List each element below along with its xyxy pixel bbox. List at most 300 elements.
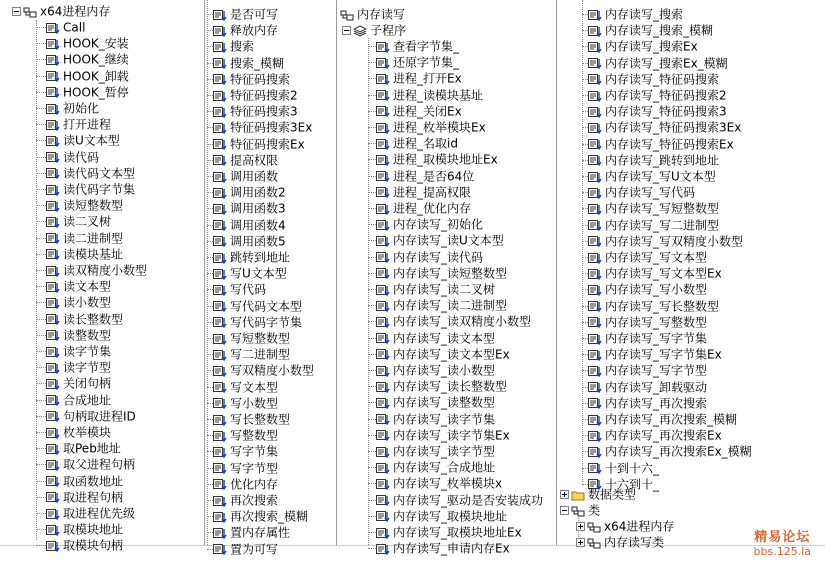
tree-item[interactable] (46, 230, 123, 246)
tree-item-label: 内存读写_写长整数型 (605, 299, 720, 314)
tree-guide-line (368, 159, 376, 161)
tree-item[interactable] (376, 394, 495, 410)
tree-node-class[interactable] (576, 534, 664, 550)
subroutine-icon (46, 313, 60, 325)
tree-item[interactable] (213, 427, 278, 443)
subroutine-icon (588, 73, 602, 85)
tree-item-label: 内存读写_跳转到地址 (605, 153, 720, 168)
tree-item[interactable] (376, 524, 522, 540)
tree-item[interactable] (213, 411, 290, 427)
tree-guide-line (36, 173, 46, 175)
tree-item-label: HOOK_卸载 (63, 69, 129, 84)
tree-item-label: HOOK_暂停 (63, 85, 129, 100)
tree-guide-line (36, 20, 38, 540)
tree-guide-line (368, 192, 376, 194)
tree-item[interactable] (46, 489, 123, 505)
tree-item-label: 特征码搜索3 (230, 104, 298, 119)
tree-guide-line (368, 516, 376, 518)
tree-node-subroutines[interactable] (342, 22, 406, 38)
tree-item[interactable] (213, 379, 278, 395)
tree-item-label: 内存读写_读二叉树 (393, 282, 496, 297)
tree-item[interactable] (588, 314, 707, 330)
tree-item[interactable] (213, 233, 286, 249)
tree-guide-line (368, 257, 376, 259)
tree-item[interactable] (588, 443, 752, 459)
tree-item[interactable] (376, 249, 483, 265)
tree-item-label: 内存读写_写小数型 (605, 282, 708, 297)
tree-item[interactable] (376, 297, 507, 313)
tree-item-label: x64进程内存 (40, 4, 111, 19)
subroutine-icon (588, 171, 602, 183)
tree-item[interactable] (588, 184, 695, 200)
tree-guide-line (368, 532, 376, 534)
tree-guide-line (36, 254, 46, 256)
tree-item[interactable] (376, 346, 510, 362)
subroutine-icon (46, 394, 60, 406)
tree-item-label: 内存读写_特征码搜索2 (605, 88, 727, 103)
tree-item[interactable] (588, 281, 707, 297)
tree-item-label: 内存读写_取模块地址Ex (393, 525, 522, 540)
tree-item[interactable] (213, 281, 266, 297)
watermark-title: 精易论坛 (754, 530, 811, 545)
tree-guide-line (36, 286, 46, 288)
tree-node-memory-module[interactable] (340, 6, 405, 22)
subroutine-icon (588, 235, 602, 247)
subroutine-icon (213, 25, 227, 37)
subroutine-icon (46, 216, 60, 228)
tree-item[interactable] (588, 87, 727, 103)
subroutine-icon (213, 90, 227, 102)
tree-item[interactable] (213, 541, 278, 557)
tree-item[interactable] (213, 443, 278, 459)
tree-item[interactable] (46, 505, 135, 521)
tree-item[interactable] (213, 298, 302, 314)
tree-item[interactable] (376, 135, 458, 151)
tree-item[interactable] (588, 200, 719, 216)
tree-node-classes[interactable] (560, 502, 600, 518)
subroutine-icon (588, 203, 602, 215)
tree-item[interactable] (588, 460, 659, 476)
tree-item[interactable] (376, 492, 543, 508)
subroutine-icon (376, 73, 390, 85)
tree-item[interactable] (588, 71, 719, 87)
tree-item[interactable] (376, 508, 507, 524)
tree-item[interactable] (376, 103, 462, 119)
tree-guide-line (368, 435, 376, 437)
subroutine-icon (376, 381, 390, 393)
tree-item-label: 写双精度小数型 (230, 363, 315, 378)
tree-item[interactable] (213, 492, 278, 508)
tree-guide-line (36, 189, 46, 191)
subroutine-icon (46, 167, 60, 179)
program-set-icon (353, 25, 367, 37)
tree-item[interactable] (588, 395, 707, 411)
subroutine-icon (46, 540, 60, 552)
subroutine-icon (213, 478, 227, 490)
tree-item[interactable] (213, 168, 278, 184)
tree-item-label: 内存读写_读字节型 (393, 444, 496, 459)
subroutine-icon (46, 232, 60, 244)
tree-item[interactable] (376, 330, 495, 346)
tree-item[interactable] (376, 87, 483, 103)
tree-item[interactable] (46, 311, 123, 327)
subroutine-icon (376, 284, 390, 296)
tree-item[interactable] (588, 22, 713, 38)
subroutine-icon (213, 462, 227, 474)
tree-item-label: 内存读写_写字节型 (605, 363, 708, 378)
tree-item[interactable] (46, 116, 111, 132)
subroutine-icon (213, 300, 227, 312)
tree-item[interactable] (46, 132, 120, 148)
tree-item-label: 读代码字节集 (63, 182, 136, 197)
tree-item[interactable] (213, 524, 290, 540)
tree-item-label: 内存读写_再次搜索 (605, 396, 708, 411)
subroutine-icon (46, 70, 60, 82)
tree-item[interactable] (376, 168, 474, 184)
tree-item[interactable] (588, 362, 707, 378)
subroutine-icon (213, 333, 227, 345)
tree-guide-line (36, 124, 46, 126)
tree-item[interactable] (588, 233, 743, 249)
subroutine-icon (588, 90, 602, 102)
tree-guide-line (368, 78, 376, 80)
tree-item[interactable] (376, 232, 504, 248)
tree-item[interactable] (46, 100, 99, 116)
tree-item-label: 优化内存 (230, 477, 279, 492)
subroutine-icon (588, 154, 602, 166)
tree-item[interactable] (588, 249, 707, 265)
tree-item[interactable] (376, 362, 495, 378)
tree-item[interactable] (46, 473, 123, 489)
tree-item[interactable] (46, 149, 99, 165)
expand-icon[interactable] (576, 538, 585, 547)
tree-item[interactable] (376, 427, 510, 443)
tree-item[interactable] (46, 521, 123, 537)
tree-item[interactable] (588, 119, 741, 135)
tree-item[interactable] (213, 249, 290, 265)
tree-guide-line (36, 432, 46, 434)
tree-item-label: 内存读写_再次搜索Ex (605, 428, 722, 443)
tree-guide-line (36, 302, 46, 304)
tree-item[interactable] (46, 343, 111, 359)
module-icon (587, 537, 601, 549)
tree-item[interactable] (376, 119, 486, 135)
subroutine-icon (213, 235, 227, 247)
subroutine-icon (213, 397, 227, 409)
tree-item[interactable] (588, 38, 698, 54)
tree-item[interactable] (46, 181, 135, 197)
forum-watermark (754, 526, 811, 558)
tree-item-label: 进程_打开Ex (393, 71, 462, 86)
tree-item-label: 写代码文本型 (230, 299, 303, 314)
tree-item[interactable] (588, 427, 722, 443)
tree-item[interactable] (46, 375, 111, 391)
tree-guide-line (36, 448, 46, 450)
tree-item[interactable] (46, 246, 123, 262)
subroutine-icon (376, 543, 390, 555)
tree-item[interactable] (213, 476, 278, 492)
tree-item[interactable] (46, 294, 111, 310)
tree-item[interactable] (213, 152, 278, 168)
tree-item[interactable] (588, 217, 719, 233)
tree-item[interactable] (46, 456, 135, 472)
tree-item-label: 内存读写_再次搜索_模糊 (605, 412, 738, 427)
tree-item[interactable] (46, 35, 129, 51)
subroutine-icon (213, 41, 227, 53)
tree-item[interactable] (213, 22, 278, 38)
subroutine-icon (46, 281, 60, 293)
tree-item-label: 特征码搜索 (230, 72, 291, 87)
tree-item[interactable] (376, 313, 531, 329)
tree-guide-line (36, 416, 46, 418)
tree-item-label: 内存读写_驱动是否安装成功 (393, 493, 544, 508)
subroutine-icon (46, 86, 60, 98)
tree-item[interactable] (376, 151, 498, 167)
tree-item[interactable] (213, 346, 290, 362)
tree-item-label: 写文本型 (230, 380, 279, 395)
tree-item[interactable] (213, 330, 290, 346)
subroutine-icon (588, 106, 602, 118)
tree-guide-line (36, 108, 46, 110)
tree-item-label: 读代码 (63, 150, 100, 165)
tree-item[interactable] (213, 119, 312, 135)
tree-item[interactable] (46, 537, 123, 553)
tree-item-label: 写代码 (230, 282, 267, 297)
tree-item-label: 内存读写_读文本型 (393, 331, 496, 346)
tree-node-class[interactable] (576, 518, 674, 534)
subroutine-icon (588, 9, 602, 21)
tree-item[interactable] (213, 508, 308, 524)
tree-item[interactable] (588, 136, 734, 152)
subroutine-icon (46, 22, 60, 34)
tree-item[interactable] (46, 359, 111, 375)
tree-item[interactable] (376, 216, 483, 232)
tree-item-label: 合成地址 (63, 393, 112, 408)
subroutine-icon (588, 252, 602, 264)
tree-item-label: 进程_名取id (393, 136, 458, 151)
tree-item[interactable] (588, 346, 722, 362)
tree-item[interactable] (46, 68, 129, 84)
tree-item[interactable] (213, 314, 302, 330)
collapse-icon[interactable] (342, 26, 351, 35)
tree-item-label: 调用函数5 (230, 234, 286, 249)
tree-item-label: 数据类型 (588, 487, 637, 502)
tree-item-label: 特征码搜索3Ex (230, 120, 313, 135)
tree-item[interactable] (376, 475, 502, 491)
subroutine-icon (376, 219, 390, 231)
tree-item-label: 写长整数型 (230, 412, 291, 427)
tree-guide-line (36, 464, 46, 466)
tree-item[interactable] (376, 443, 495, 459)
tree-item[interactable] (376, 54, 459, 70)
tree-item[interactable] (588, 411, 737, 427)
tree-item[interactable] (213, 200, 286, 216)
subroutine-icon (213, 268, 227, 280)
tree-item-label: 取模块句柄 (63, 538, 124, 553)
tree-item[interactable] (213, 136, 305, 152)
subroutine-icon (46, 265, 60, 277)
tree-item[interactable] (46, 84, 129, 100)
subroutine-icon (376, 235, 390, 247)
tree-item[interactable] (588, 298, 719, 314)
subroutine-icon (588, 446, 602, 458)
subroutine-icon (213, 154, 227, 166)
tree-node-x64-module[interactable] (12, 3, 110, 19)
tree-guide-line (36, 140, 46, 142)
tree-item[interactable] (213, 184, 286, 200)
subroutine-icon (46, 151, 60, 163)
tree-item-label: 进程_是否64位 (393, 169, 475, 184)
tree-item-label: HOOK_安装 (63, 36, 129, 51)
tree-guide-line (36, 319, 46, 321)
subroutine-icon (376, 105, 390, 117)
tree-item[interactable] (46, 19, 85, 35)
tree-item[interactable] (46, 197, 123, 213)
tree-item[interactable] (213, 103, 298, 119)
tree-item[interactable] (46, 392, 111, 408)
subroutine-icon (46, 410, 60, 422)
subroutine-icon (376, 527, 390, 539)
subroutine-icon (376, 478, 390, 490)
tree-item[interactable] (376, 38, 459, 54)
tree-item-label: HOOK_继续 (63, 52, 129, 67)
tree-item[interactable] (588, 168, 716, 184)
tree-item[interactable] (46, 262, 147, 278)
tree-item-label: 内存读写_读文本型Ex (393, 347, 510, 362)
tree-item-label: 读双精度小数型 (63, 263, 148, 278)
subroutine-icon (376, 397, 390, 409)
tree-item-label: 读文本型 (63, 279, 112, 294)
tree-item-label: 调用函数2 (230, 185, 286, 200)
tree-item-label: 调用函数3 (230, 201, 286, 216)
tree-item[interactable] (376, 184, 471, 200)
tree-column-4 (558, 0, 825, 564)
subroutine-icon (588, 300, 602, 312)
subroutine-icon (213, 122, 227, 134)
tree-item[interactable] (588, 265, 722, 281)
subroutine-icon (376, 57, 390, 69)
tree-item[interactable] (376, 378, 507, 394)
tree-item[interactable] (376, 459, 495, 475)
tree-item[interactable] (46, 278, 111, 294)
tree-item-label: 再次搜索 (230, 493, 279, 508)
subroutine-icon (588, 414, 602, 426)
tree-item-label: 搜索_模糊 (230, 56, 285, 71)
tree-item[interactable] (46, 165, 135, 181)
tree-item[interactable] (46, 424, 111, 440)
tree-item-label: 内存读写_再次搜索Ex_模糊 (605, 444, 752, 459)
tree-item[interactable] (213, 38, 254, 54)
tree-item[interactable] (213, 265, 287, 281)
tree-item-label: 内存读写_搜索_模糊 (605, 23, 714, 38)
subroutine-icon (376, 429, 390, 441)
tree-item[interactable] (213, 55, 284, 71)
subroutine-icon (213, 57, 227, 69)
tree-item-label: 内存读写_读短整数型 (393, 266, 508, 281)
tree-guide-line (368, 370, 376, 372)
tree-item[interactable] (46, 408, 136, 424)
tree-column-1 (0, 0, 205, 564)
subroutine-icon (46, 184, 60, 196)
tree-item-label: 置内存属性 (230, 525, 291, 540)
tree-guide-line (36, 270, 46, 272)
tree-item[interactable] (46, 440, 121, 456)
subroutine-icon (588, 25, 602, 37)
tree-item[interactable] (46, 213, 111, 229)
expand-icon[interactable] (560, 490, 569, 499)
subroutine-icon (213, 187, 227, 199)
tree-item-label: 读整数型 (63, 328, 112, 343)
tree-item[interactable] (588, 152, 719, 168)
tree-item-label: 取父进程句柄 (63, 457, 136, 472)
tree-guide-line (36, 76, 46, 78)
tree-item[interactable] (213, 460, 278, 476)
tree-item[interactable] (213, 87, 298, 103)
tree-item[interactable] (376, 411, 495, 427)
tree-item[interactable] (588, 379, 707, 395)
subroutine-icon (213, 171, 227, 183)
tree-node-datatypes[interactable] (560, 486, 636, 502)
collapse-icon[interactable] (560, 506, 569, 515)
tree-item[interactable] (213, 362, 314, 378)
tree-item-label: 初始化 (63, 101, 100, 116)
tree-item-label: 进程_优化内存 (393, 201, 472, 216)
tree-item[interactable] (588, 6, 683, 22)
tree-item-label: 内存读写_特征码搜索3 (605, 104, 727, 119)
tree-item[interactable] (46, 51, 129, 67)
tree-item[interactable] (376, 281, 495, 297)
tree-item-label: 写短整数型 (230, 331, 291, 346)
tree-item[interactable] (588, 103, 727, 119)
tree-item[interactable] (213, 6, 278, 22)
tree-item-label: 内存读写_搜索 (605, 7, 684, 22)
tree-item[interactable] (376, 540, 510, 556)
tree-item-label: 进程_提高权限 (393, 185, 472, 200)
subroutine-icon (376, 413, 390, 425)
tree-item-label: 内存读写_特征码搜索3Ex (605, 120, 742, 135)
tree-item[interactable] (213, 71, 290, 87)
expand-icon[interactable] (576, 522, 585, 531)
tree-item-label: 内存读写_写二进制型 (605, 218, 720, 233)
subroutine-icon (46, 459, 60, 471)
tree-guide-line (36, 92, 46, 94)
tree-item[interactable] (213, 217, 286, 233)
tree-item[interactable] (46, 327, 111, 343)
tree-item[interactable] (376, 70, 462, 86)
tree-guide-line (36, 400, 46, 402)
tree-item[interactable] (588, 330, 707, 346)
subroutine-icon (46, 329, 60, 341)
module-icon (587, 521, 601, 533)
tree-item[interactable] (376, 265, 507, 281)
subroutine-icon (46, 378, 60, 390)
tree-item[interactable] (588, 55, 728, 71)
subroutine-icon (376, 203, 390, 215)
subroutine-icon (46, 54, 60, 66)
subroutine-icon (46, 103, 60, 115)
tree-item[interactable] (213, 395, 278, 411)
tree-item[interactable] (376, 200, 471, 216)
tree-item-label: 读短整数型 (63, 198, 124, 213)
collapse-icon[interactable] (12, 7, 21, 16)
tree-item-label: 内存读写 (357, 7, 406, 22)
tree-item-label: 十到十六_ (605, 461, 660, 476)
subroutine-icon (213, 527, 227, 539)
subroutine-icon (376, 170, 390, 182)
tree-item-label: 内存读写_特征码搜索Ex (605, 137, 734, 152)
tree-item-label: 子程序 (370, 23, 407, 38)
tree-item-label: 内存读写_读字节集Ex (393, 428, 510, 443)
